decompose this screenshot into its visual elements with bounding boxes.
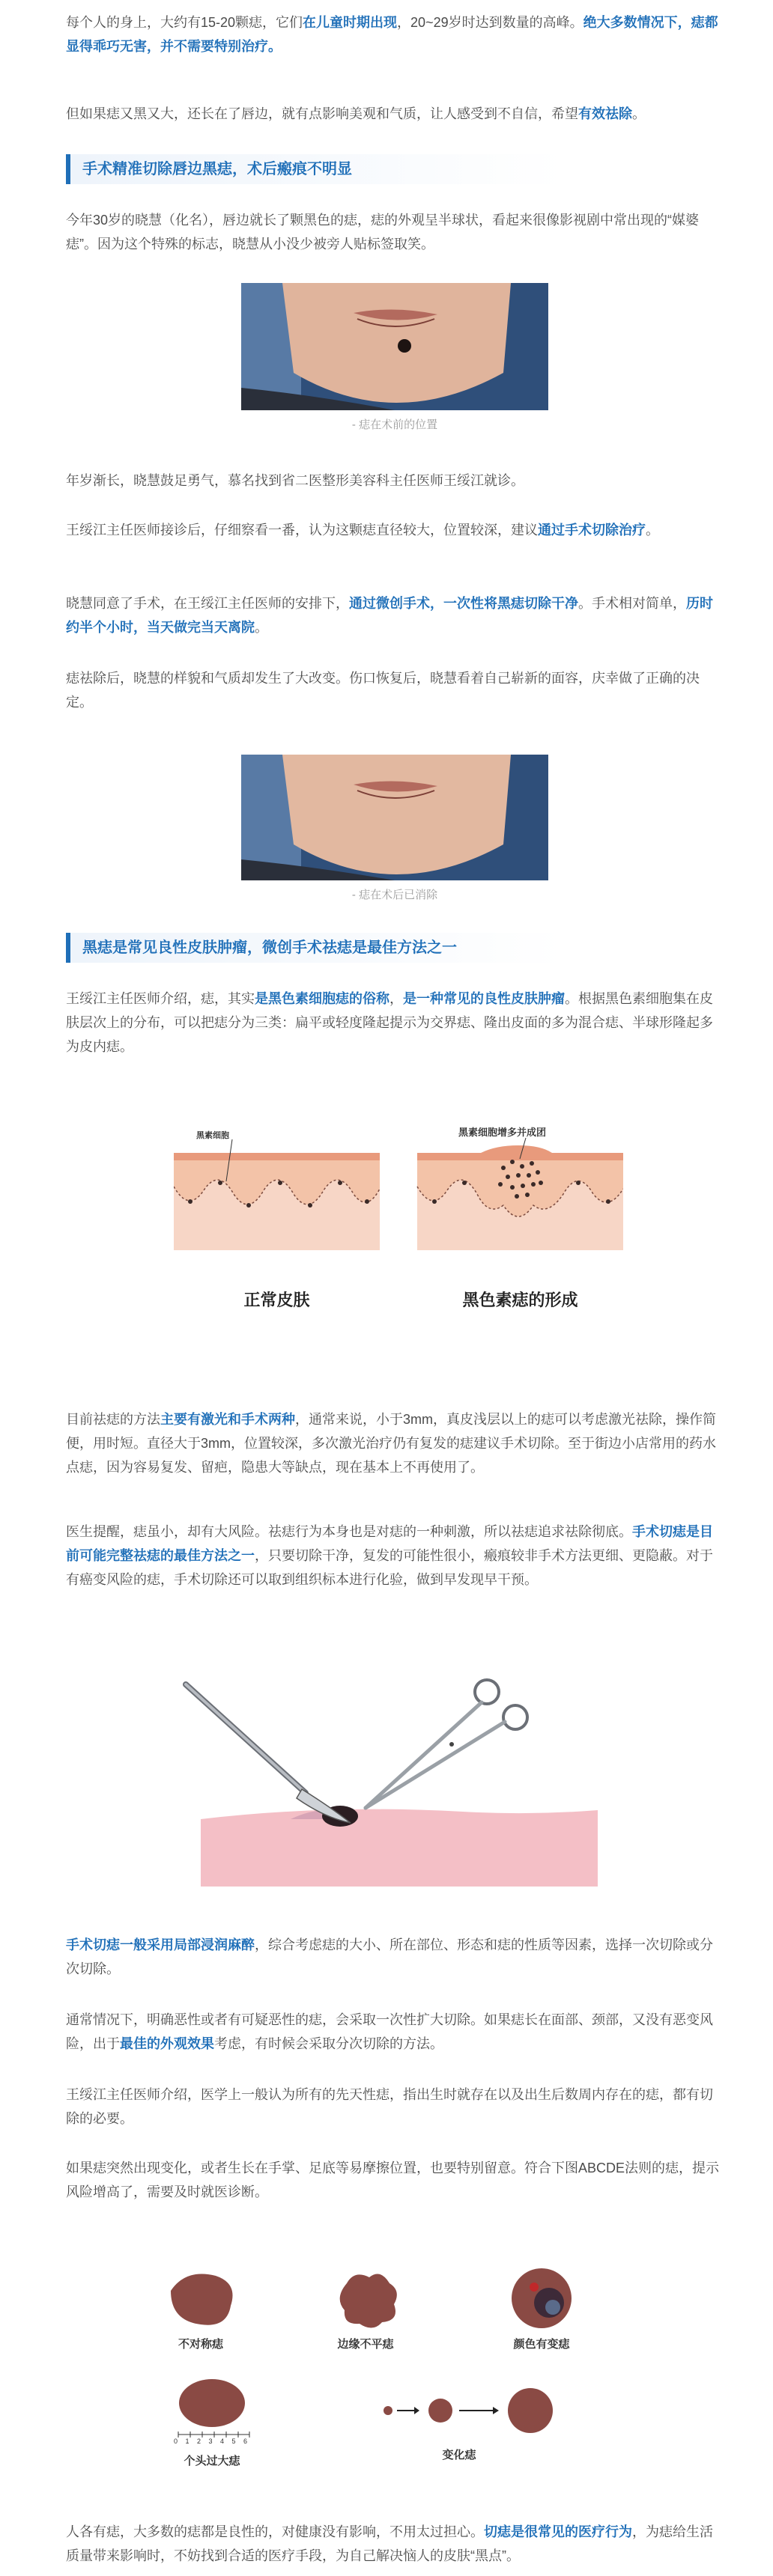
paragraph: [66, 1520, 724, 1592]
text: 人各有痣，大多数的痣都是良性的，对健康没有影响，不用太过担心。: [66, 2524, 484, 2539]
highlight-text: 是黑色素细胞痣的俗称: [255, 991, 389, 1006]
mole-cell-label: 黑素细胞增多并成团: [458, 1127, 547, 1138]
paragraph: [66, 469, 724, 493]
irregular-border-mole: [340, 2274, 397, 2328]
normal-skin-title: 正常皮肤: [243, 1291, 310, 1309]
text: ，只要切除干净，复发的可能性很小，瘢痕较非手术方法更细、更隐蔽。对于有癌变风险的痣，手术切除还可以取到组织标本进行化验，做到早发现早干预。: [66, 1548, 713, 1587]
text: 痣祛除后，晓慧的样貌和气质却发生了大改变。伤口恢复后，晓慧看着自己崭新的面容，庆幸做了正确的决定。: [66, 671, 700, 710]
large-mole: [178, 2379, 249, 2438]
highlight-text: 绝大多数情况下，痣都显得乖巧无害，并不需要特别治疗。: [66, 15, 718, 54]
abcde-diagram: [156, 2261, 635, 2485]
section-heading-2: [66, 933, 728, 963]
text: 通常情况下，明确恶性或者有可疑恶性的痣，会采取一次性扩大切除。如果痣长在面部、颈部，又没有恶变风险，出于: [66, 2012, 713, 2051]
normal-cell-label: 黑素细胞: [196, 1131, 229, 1140]
label-asymmetry: 不对称痣: [178, 2338, 223, 2351]
skin-diagram: [174, 1123, 623, 1325]
paragraph: [66, 2008, 724, 2056]
highlight-text: 通过手术切除治疗: [538, 523, 646, 538]
highlight-text: 通过微创手术，一次性将黑痣切除干净: [349, 596, 578, 611]
asymmetric-mole: [171, 2274, 233, 2325]
evolving-mole: [384, 2388, 553, 2433]
text: ，综合考虑痣的大小、所在部位、形态和痣的性质等因素，选择一次切除或分次切除。: [66, 1937, 713, 1976]
mole-skin-title: 黑色素痣的形成: [462, 1291, 578, 1309]
paragraph: [66, 208, 724, 256]
caption-before: - 痣在术前的位置: [351, 418, 438, 431]
text: 考虑，有时候会采取分次切除的方法。: [214, 2036, 443, 2051]
photo-after-surgery: [241, 755, 548, 880]
label-evolving: 变化痣: [442, 2449, 476, 2461]
paragraph: [66, 2156, 724, 2204]
highlight-text: 有效祛除: [578, 106, 632, 121]
scalpel-scissors-illustration: [178, 1669, 613, 1894]
mole-skin-panel: [417, 1138, 623, 1250]
scalpel-icon: [186, 1684, 351, 1823]
highlight-text: 历时约半个小时，当天做完当天离院: [66, 596, 713, 635]
text: 。: [632, 106, 646, 121]
color-change-mole: [512, 2268, 572, 2328]
paragraph: [66, 2083, 724, 2131]
section-title: 手术精准切除唇边黑痣，术后瘢痕不明显: [82, 161, 352, 177]
label-color: 颜色有变痣: [513, 2338, 570, 2351]
highlight-text: 是一种常见的良性皮肤肿瘤: [403, 991, 565, 1006]
surgery-illustration: [178, 1669, 613, 1894]
text: 如果痣突然出现变化，或者生长在手掌、足底等易摩擦位置，也要特别留意。符合下图ABCDE法则的痣，提示风险增高了，需要及时就医诊断。: [66, 2161, 720, 2199]
highlight-text: 手术切痣是目前可能完整祛痣的最佳方法之一: [66, 1524, 713, 1563]
paragraph: [66, 1933, 724, 1981]
text: 年岁渐长，晓慧鼓足勇气，慕名找到省二医整形美容科主任医师王绥江就诊。: [66, 473, 524, 488]
skin-layer: [201, 1809, 598, 1887]
section-title: 黑痣是常见良性皮肤肿瘤，微创手术祛痣是最佳方法之一: [82, 940, 457, 956]
text: 医生提醒，痣虽小，却有大风险。祛痣行为本身也是对痣的一种刺激，所以祛痣追求祛除彻底。: [66, 1524, 632, 1539]
normal-skin-panel: [174, 1139, 380, 1250]
text: 每个人的身上，大约有15-20颗痣，它们: [66, 15, 303, 30]
paragraph-intro: [66, 10, 724, 58]
text: ，20~29岁时达到数量的高峰。: [397, 15, 583, 30]
paragraph: [66, 102, 724, 126]
skin-diagram-illustration: [174, 1123, 623, 1273]
text: ，通常来说，小于3mm，真皮浅层以上的痣可以考虑激光祛除，操作简便，用时短。直径大于3mm，位置较深，多次激光治疗仍有复发的痣建议手术切除。至于街边小店常用的药水点痣，因为容易复发、留疤，隐患大等缺点，现在基本上不再使用了。: [66, 1412, 716, 1475]
text: 王绥江主任医师接诊后，仔细察看一番，认为这颗痣直径较大，位置较深，建议: [66, 523, 538, 538]
section-heading-1: [66, 154, 728, 184]
label-diameter: 个头过大痣: [184, 2455, 240, 2467]
text: 晓慧同意了手术，在王绥江主任医师的安排下，: [66, 596, 349, 611]
photo-before-surgery: [241, 283, 548, 410]
caption-text: 痣在术前的位置: [359, 418, 438, 431]
paragraph: [66, 666, 724, 714]
text: 。: [255, 620, 268, 635]
paragraph-conclusion: [66, 2520, 724, 2568]
scissors-icon: [366, 1680, 527, 1808]
face-photo-illustration: [241, 755, 548, 880]
text: 今年30岁的晓慧（化名），唇边就长了颗黑色的痣，痣的外观呈半球状，看起来很像影视剧中常出现的“媒婆痣”。因为这个特殊的标志，晓慧从小没少被旁人贴标签取笑。: [66, 213, 700, 252]
highlight-text: 最佳的外观效果: [120, 2036, 214, 2051]
abcde-illustration: [156, 2261, 635, 2485]
face-photo-illustration: [241, 283, 548, 410]
text: 王绥江主任医师介绍，医学上一般认为所有的先天性痣，指出生时就存在以及出生后数周内存在的痣，都有切除的必要。: [66, 2087, 713, 2126]
mole-dot: [398, 339, 411, 353]
text: 。: [646, 523, 659, 538]
highlight-text: 主要有激光和手术两种: [160, 1412, 295, 1427]
caption-text: 痣在术后已消除: [359, 889, 438, 901]
highlight-text: 在儿童时期出现: [303, 15, 398, 30]
text: 但如果痣又黑又大，还长在了唇边，就有点影响美观和气质，让人感受到不自信，希望: [66, 106, 578, 121]
paragraph: [66, 1407, 724, 1479]
caption-after: - 痣在术后已消除: [351, 889, 438, 901]
text: ，: [389, 991, 403, 1006]
paragraph: [66, 987, 724, 1059]
text: 目前祛痣的方法: [66, 1412, 160, 1427]
paragraph: [66, 518, 724, 542]
text: 。根据黑色素细胞集在皮肤层次上的分布，可以把痣分为三类：扁平或轻度隆起提示为交界痣、隆出皮面的多为混合痣、半球形隆起多为皮内痣。: [66, 991, 713, 1054]
text: ，为痣给生活质量带来影响时，不妨找到合适的医疗手段，为自己解决恼人的皮肤“黑点”。: [66, 2524, 713, 2563]
highlight-text: 手术切痣一般采用局部浸润麻醉: [66, 1937, 255, 1952]
ruler-scale: 0 1 2 3 4 5 6: [173, 2438, 251, 2445]
paragraph: [66, 591, 724, 639]
highlight-text: 切痣是很常见的医疗行为: [484, 2524, 632, 2539]
label-border: 边缘不平痣: [337, 2338, 394, 2351]
text: 王绥江主任医师介绍，痣，其实: [66, 991, 255, 1006]
text: 。手术相对简单，: [578, 596, 686, 611]
